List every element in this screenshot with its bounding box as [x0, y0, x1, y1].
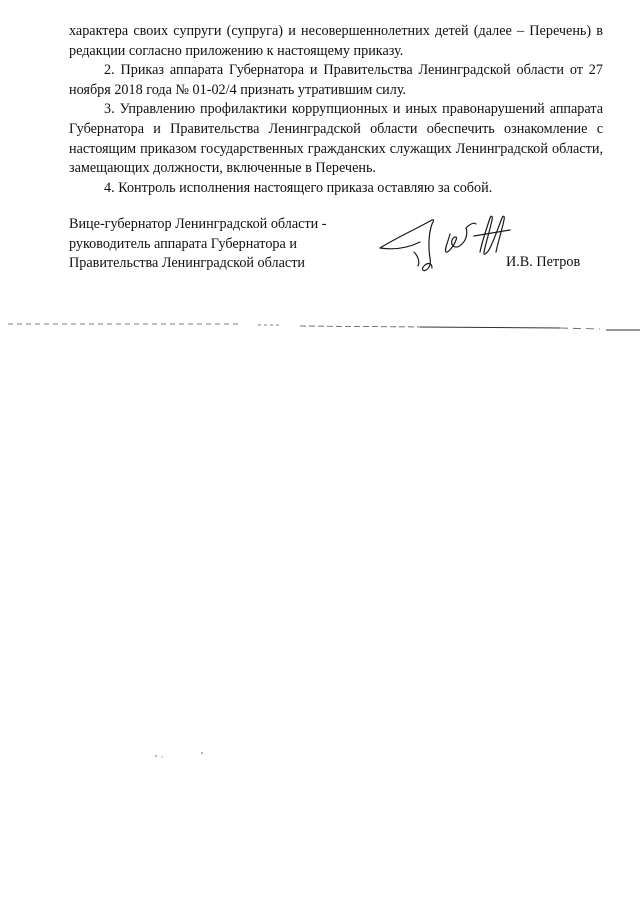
signer-position-line-2: руководитель аппарата Губернатора и — [69, 235, 297, 252]
handwritten-signature — [374, 212, 519, 278]
scan-specks — [150, 748, 210, 760]
signer-position-line-1: Вице-губернатор Ленинградской области - — [69, 216, 327, 232]
paragraph-item-2: 2. Приказ аппарата Губернатора и Правительства Ленинградской области от 27 ноября 2018 года № 01-02/4 признать утратившим силу. — [69, 62, 603, 98]
scan-artifact-line — [0, 318, 640, 338]
paragraph-item-4: 4. Контроль исполнения настоящего приказа оставляю за собой. — [104, 179, 493, 196]
signer-name: И.В. Петров — [506, 254, 581, 270]
signer-position-line-3: Правительства Ленинградской области — [69, 255, 305, 272]
paragraph-item-3: 3. Управлению профилактики коррупционных и иных правонарушений аппарата Губернатора и Правительства Ленинградской области обеспечить ознакомление с настоящим приказом государственных гражданских служащих Ленинградской области, замещающих должности, включенные в Перечень. — [69, 101, 603, 177]
document-body — [69, 22, 603, 198]
paragraph-continuation: характера своих супруги (супруга) и несовершеннолетних детей (далее – Перечень) в редакции согласно приложению к настоящему приказу. — [69, 23, 603, 59]
signature-block — [69, 215, 603, 275]
signer-position — [69, 215, 369, 274]
